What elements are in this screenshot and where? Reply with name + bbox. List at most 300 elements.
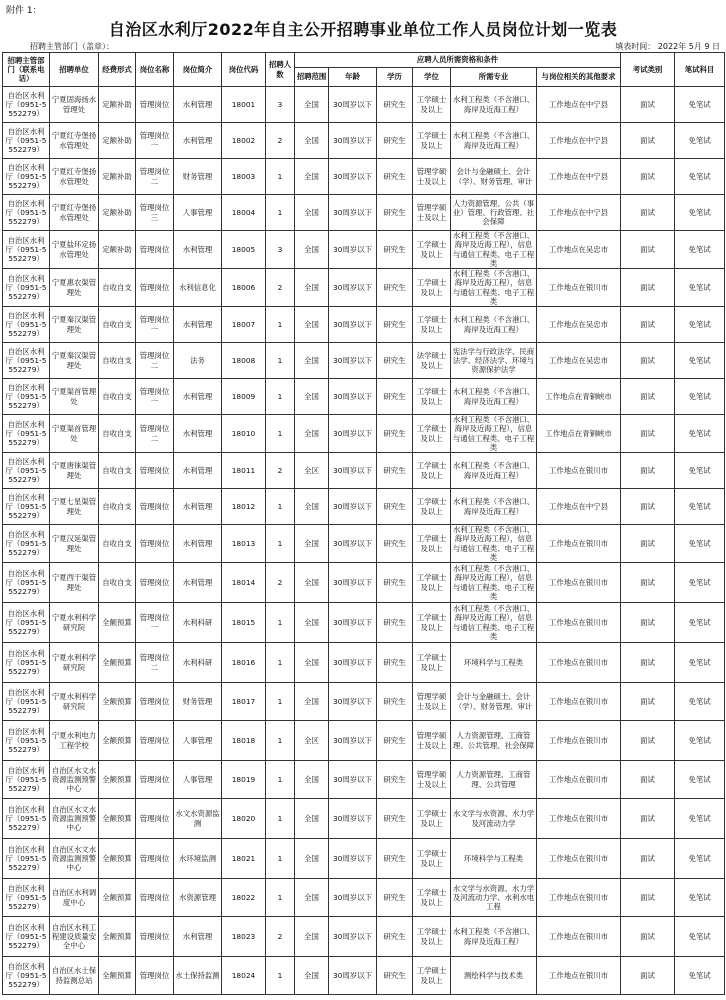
- major-cell: 水利工程类（不含港口、海岸及近海工程），信息与通信工程类、电子工程类: [451, 603, 537, 643]
- post-name-cell: 管理岗位二: [136, 643, 174, 683]
- major-cell: 宪法学与行政法学、民商法学、经济法学、环境与资源保护法学: [451, 343, 537, 379]
- dept-cell: 自治区水利厅（0951-5552279）: [3, 799, 50, 839]
- degree-cell: 工学硕士及以上: [413, 917, 451, 957]
- degree-cell: 工学硕士及以上: [413, 489, 451, 525]
- exam-type-cell: 面试: [621, 957, 675, 995]
- age-cell: 30周岁以下: [329, 917, 377, 957]
- other-req-cell: 工作地点在银川市: [537, 683, 621, 721]
- post-desc-cell: 法务: [174, 343, 222, 379]
- post-desc-cell: 水利管理: [174, 917, 222, 957]
- unit-cell: 自治区水文水资源监测预警中心: [50, 761, 99, 799]
- post-desc-cell: 水利管理: [174, 563, 222, 603]
- exam-type-cell: 面试: [621, 123, 675, 159]
- funding-cell: 自收自支: [99, 415, 136, 453]
- dept-cell: 自治区水利厅（0951-5552279）: [3, 269, 50, 307]
- written-subject-cell: 免笔试: [675, 415, 725, 453]
- age-cell: 30周岁以下: [329, 195, 377, 231]
- post-desc-cell: 人事管理: [174, 721, 222, 761]
- post-desc-cell: 水利科研: [174, 643, 222, 683]
- degree-cell: 工学硕士及以上: [413, 269, 451, 307]
- post-desc-cell: 水利科研: [174, 603, 222, 643]
- post-desc-cell: 水利管理: [174, 415, 222, 453]
- major-cell: 水利工程类（不含港口、海岸及近海工程）: [451, 489, 537, 525]
- other-req-cell: 工作地点在吴忠市: [537, 343, 621, 379]
- scope-cell: 全国: [295, 343, 329, 379]
- post-name-cell: 管理岗位: [136, 525, 174, 563]
- funding-cell: 全额预算: [99, 603, 136, 643]
- age-cell: 30周岁以下: [329, 269, 377, 307]
- post-code-cell: 18008: [222, 343, 266, 379]
- header-major: 所需专业: [451, 68, 537, 87]
- major-cell: 水利工程类（不含港口、海岸及近海工程），信息与通信工程类、电子工程类: [451, 415, 537, 453]
- education-cell: 研究生: [377, 415, 413, 453]
- funding-cell: 自收自支: [99, 489, 136, 525]
- post-desc-cell: 人事管理: [174, 761, 222, 799]
- written-subject-cell: 免笔试: [675, 195, 725, 231]
- scope-cell: 全国: [295, 957, 329, 995]
- age-cell: 30周岁以下: [329, 683, 377, 721]
- dept-cell: 自治区水利厅（0951-5552279）: [3, 917, 50, 957]
- unit-cell: 宁夏水利科学研究院: [50, 643, 99, 683]
- header-exam-type: 考试类别: [621, 53, 675, 87]
- count-cell: 2: [266, 563, 295, 603]
- funding-cell: 全额预算: [99, 839, 136, 879]
- table-row: [3, 879, 725, 917]
- dept-cell: 自治区水利厅（0951-5552279）: [3, 643, 50, 683]
- exam-type-cell: 面试: [621, 159, 675, 195]
- header-post-code: 岗位代码: [222, 53, 266, 87]
- major-cell: 水利工程类（不含港口、海岸及近海工程）: [451, 453, 537, 489]
- scope-cell: 全国: [295, 683, 329, 721]
- major-cell: 环境科学与工程类: [451, 839, 537, 879]
- exam-type-cell: 面试: [621, 879, 675, 917]
- education-cell: 研究生: [377, 269, 413, 307]
- major-cell: 水文学与水资源、水力学及河流动力学: [451, 799, 537, 839]
- unit-cell: 宁夏红寺堡扬水管理处: [50, 195, 99, 231]
- count-cell: 1: [266, 957, 295, 995]
- age-cell: 30周岁以下: [329, 761, 377, 799]
- post-name-cell: 管理岗位: [136, 453, 174, 489]
- post-code-cell: 18007: [222, 307, 266, 343]
- exam-type-cell: 面试: [621, 643, 675, 683]
- funding-cell: 自收自支: [99, 343, 136, 379]
- scope-cell: 全国: [295, 799, 329, 839]
- major-cell: 会计与金融硕士、会计（学）、财务管理、审计: [451, 159, 537, 195]
- other-req-cell: 工作地点在银川市: [537, 269, 621, 307]
- dept-cell: 自治区水利厅（0951-5552279）: [3, 839, 50, 879]
- post-desc-cell: 水利管理: [174, 379, 222, 415]
- header-post-name: 岗位名称: [136, 53, 174, 87]
- table-row: [3, 415, 725, 453]
- exam-type-cell: 面试: [621, 917, 675, 957]
- post-code-cell: 18022: [222, 879, 266, 917]
- degree-cell: 管理学硕士及以上: [413, 159, 451, 195]
- exam-type-cell: 面试: [621, 307, 675, 343]
- written-subject-cell: 免笔试: [675, 957, 725, 995]
- table-row: [3, 307, 725, 343]
- count-cell: 2: [266, 123, 295, 159]
- post-name-cell: 管理岗位一: [136, 379, 174, 415]
- funding-cell: 定额补助: [99, 231, 136, 269]
- written-subject-cell: 免笔试: [675, 879, 725, 917]
- table-row: [3, 721, 725, 761]
- degree-cell: 工学硕士及以上: [413, 799, 451, 839]
- table-body: [3, 87, 725, 995]
- age-cell: 30周岁以下: [329, 307, 377, 343]
- positions-table: [2, 52, 725, 995]
- age-cell: 30周岁以下: [329, 957, 377, 995]
- dept-cell: 自治区水利厅（0951-5552279）: [3, 761, 50, 799]
- unit-cell: 宁夏惠农渠管理处: [50, 269, 99, 307]
- major-cell: 水利工程类（不含港口、海岸及近海工程）: [451, 87, 537, 123]
- dept-cell: 自治区水利厅（0951-5552279）: [3, 683, 50, 721]
- table-row: [3, 957, 725, 995]
- header-degree: 学位: [413, 68, 451, 87]
- header-post-desc: 岗位简介: [174, 53, 222, 87]
- major-cell: 水利工程类（不含港口、海岸及近海工程）: [451, 917, 537, 957]
- post-name-cell: 管理岗位一: [136, 123, 174, 159]
- dept-cell: 自治区水利厅（0951-5552279）: [3, 87, 50, 123]
- table-row: [3, 87, 725, 123]
- table-row: [3, 603, 725, 643]
- dept-cell: 自治区水利厅（0951-5552279）: [3, 123, 50, 159]
- unit-cell: 宁夏红寺堡扬水管理处: [50, 123, 99, 159]
- degree-cell: 工学硕士及以上: [413, 87, 451, 123]
- post-name-cell: 管理岗位: [136, 721, 174, 761]
- age-cell: 30周岁以下: [329, 563, 377, 603]
- major-cell: 水利工程类（不含港口、海岸及近海工程），信息与通信工程类、电子工程类: [451, 525, 537, 563]
- age-cell: 30周岁以下: [329, 343, 377, 379]
- dept-cell: 自治区水利厅（0951-5552279）: [3, 453, 50, 489]
- unit-cell: 宁夏红寺堡扬水管理处: [50, 159, 99, 195]
- post-desc-cell: 财务管理: [174, 683, 222, 721]
- count-cell: 1: [266, 879, 295, 917]
- major-cell: 水利工程类（不含港口、海岸及近海工程）: [451, 307, 537, 343]
- post-name-cell: 管理岗位一: [136, 307, 174, 343]
- count-cell: 1: [266, 415, 295, 453]
- degree-cell: 工学硕士及以上: [413, 379, 451, 415]
- written-subject-cell: 免笔试: [675, 525, 725, 563]
- post-desc-cell: 水利管理: [174, 525, 222, 563]
- age-cell: 30周岁以下: [329, 525, 377, 563]
- funding-cell: 全额预算: [99, 643, 136, 683]
- degree-cell: 工学硕士及以上: [413, 603, 451, 643]
- other-req-cell: 工作地点在银川市: [537, 917, 621, 957]
- unit-cell: 宁夏秦汉渠管理处: [50, 307, 99, 343]
- written-subject-cell: 免笔试: [675, 563, 725, 603]
- count-cell: 1: [266, 343, 295, 379]
- age-cell: 30周岁以下: [329, 87, 377, 123]
- post-name-cell: 管理岗位: [136, 957, 174, 995]
- unit-cell: 宁夏渠首管理处: [50, 379, 99, 415]
- exam-type-cell: 面试: [621, 721, 675, 761]
- education-cell: 研究生: [377, 683, 413, 721]
- scope-cell: 全国: [295, 917, 329, 957]
- degree-cell: 管理学硕士及以上: [413, 721, 451, 761]
- post-code-cell: 18015: [222, 603, 266, 643]
- other-req-cell: 工作地点在银川市: [537, 525, 621, 563]
- other-req-cell: 工作地点在银川市: [537, 721, 621, 761]
- dept-cell: 自治区水利厅（0951-5552279）: [3, 231, 50, 269]
- funding-cell: 全额预算: [99, 957, 136, 995]
- table-row: [3, 343, 725, 379]
- header-scope: 招聘范围: [295, 68, 329, 87]
- table-row: [3, 489, 725, 525]
- degree-cell: 管理学硕士及以上: [413, 195, 451, 231]
- table-row: [3, 525, 725, 563]
- dept-cell: 自治区水利厅（0951-5552279）: [3, 525, 50, 563]
- dept-cell: 自治区水利厅（0951-5552279）: [3, 563, 50, 603]
- dept-cell: 自治区水利厅（0951-5552279）: [3, 957, 50, 995]
- unit-cell: 宁夏盐环定扬水管理处: [50, 231, 99, 269]
- scope-cell: 全国: [295, 307, 329, 343]
- degree-cell: 工学硕士及以上: [413, 123, 451, 159]
- header-count: 招聘人数: [266, 53, 295, 87]
- exam-type-cell: 面试: [621, 563, 675, 603]
- degree-cell: 工学硕士及以上: [413, 643, 451, 683]
- major-cell: 人力资源管理、工商管理、公共管理: [451, 761, 537, 799]
- degree-cell: 工学硕士及以上: [413, 231, 451, 269]
- post-desc-cell: 水利管理: [174, 87, 222, 123]
- scope-cell: 全国: [295, 525, 329, 563]
- scope-cell: 全国: [295, 123, 329, 159]
- post-name-cell: 管理岗位: [136, 269, 174, 307]
- other-req-cell: 工作地点在中宁县: [537, 195, 621, 231]
- written-subject-cell: 免笔试: [675, 343, 725, 379]
- post-code-cell: 18023: [222, 917, 266, 957]
- funding-cell: 定额补助: [99, 195, 136, 231]
- exam-type-cell: 面试: [621, 489, 675, 525]
- unit-cell: 宁夏渠首管理处: [50, 415, 99, 453]
- major-cell: 水利工程类（不含港口、海岸及近海工程），信息与通信工程类、电子工程类: [451, 563, 537, 603]
- post-desc-cell: 水环境监测: [174, 839, 222, 879]
- major-cell: 水利工程类（不含港口、海岸及近海工程），信息与通信工程类、电子工程类: [451, 269, 537, 307]
- unit-cell: 自治区水利调度中心: [50, 879, 99, 917]
- post-code-cell: 18021: [222, 839, 266, 879]
- count-cell: 1: [266, 683, 295, 721]
- post-desc-cell: 财务管理: [174, 159, 222, 195]
- exam-type-cell: 面试: [621, 453, 675, 489]
- post-desc-cell: 水利信息化: [174, 269, 222, 307]
- unit-cell: 宁夏水利科学研究院: [50, 603, 99, 643]
- dept-cell: 自治区水利厅（0951-5552279）: [3, 195, 50, 231]
- scope-cell: 全国: [295, 379, 329, 415]
- age-cell: 30周岁以下: [329, 879, 377, 917]
- funding-cell: 自收自支: [99, 269, 136, 307]
- post-desc-cell: 水利管理: [174, 123, 222, 159]
- post-name-cell: 管理岗位: [136, 489, 174, 525]
- count-cell: 1: [266, 799, 295, 839]
- unit-cell: 宁夏水利科学研究院: [50, 683, 99, 721]
- post-code-cell: 18009: [222, 379, 266, 415]
- dept-cell: 自治区水利厅（0951-5552279）: [3, 489, 50, 525]
- degree-cell: 工学硕士及以上: [413, 525, 451, 563]
- post-desc-cell: 水利管理: [174, 231, 222, 269]
- dept-cell: 自治区水利厅（0951-5552279）: [3, 603, 50, 643]
- post-code-cell: 18020: [222, 799, 266, 839]
- post-code-cell: 18003: [222, 159, 266, 195]
- funding-cell: 全额预算: [99, 683, 136, 721]
- table-row: [3, 799, 725, 839]
- table-row: [3, 643, 725, 683]
- post-name-cell: 管理岗位: [136, 231, 174, 269]
- post-desc-cell: 水利管理: [174, 453, 222, 489]
- education-cell: 研究生: [377, 761, 413, 799]
- count-cell: 2: [266, 453, 295, 489]
- other-req-cell: 工作地点在青铜峡市: [537, 415, 621, 453]
- post-name-cell: 管理岗位二: [136, 415, 174, 453]
- education-cell: 研究生: [377, 87, 413, 123]
- education-cell: 研究生: [377, 379, 413, 415]
- count-cell: 3: [266, 231, 295, 269]
- education-cell: 研究生: [377, 231, 413, 269]
- post-name-cell: 管理岗位二: [136, 159, 174, 195]
- scope-cell: 全国: [295, 87, 329, 123]
- post-desc-cell: 水土保持监测: [174, 957, 222, 995]
- unit-cell: 自治区水土保持监测总站: [50, 957, 99, 995]
- unit-cell: 自治区水利工程建设质量安全中心: [50, 917, 99, 957]
- post-code-cell: 18005: [222, 231, 266, 269]
- post-code-cell: 18017: [222, 683, 266, 721]
- post-desc-cell: 水文水资源监测: [174, 799, 222, 839]
- exam-type-cell: 面试: [621, 87, 675, 123]
- unit-cell: 宁夏唐徕渠管理处: [50, 453, 99, 489]
- education-cell: 研究生: [377, 643, 413, 683]
- dept-cell: 自治区水利厅（0951-5552279）: [3, 159, 50, 195]
- dept-seal-label: 招聘主管部门（盖章）：: [30, 42, 114, 51]
- other-req-cell: 工作地点在中宁县: [537, 159, 621, 195]
- table-row: [3, 683, 725, 721]
- scope-cell: 全区: [295, 721, 329, 761]
- post-name-cell: 管理岗位: [136, 917, 174, 957]
- post-name-cell: 管理岗位: [136, 87, 174, 123]
- post-desc-cell: 水利管理: [174, 307, 222, 343]
- header-unit: 招聘单位: [50, 53, 99, 87]
- other-req-cell: 工作地点在青铜峡市: [537, 379, 621, 415]
- exam-type-cell: 面试: [621, 839, 675, 879]
- age-cell: 30周岁以下: [329, 839, 377, 879]
- count-cell: 3: [266, 87, 295, 123]
- post-name-cell: 管理岗位: [136, 839, 174, 879]
- post-name-cell: 管理岗位三: [136, 195, 174, 231]
- scope-cell: 全国: [295, 415, 329, 453]
- header-written-subject: 笔试科目: [675, 53, 725, 87]
- written-subject-cell: 免笔试: [675, 761, 725, 799]
- education-cell: 研究生: [377, 879, 413, 917]
- exam-type-cell: 面试: [621, 343, 675, 379]
- post-code-cell: 18010: [222, 415, 266, 453]
- table-row: [3, 269, 725, 307]
- scope-cell: 全国: [295, 269, 329, 307]
- major-cell: 会计与金融硕士、会计（学）、财务管理、审计: [451, 683, 537, 721]
- header-requirements: 应聘人员所需资格和条件: [295, 53, 621, 68]
- funding-cell: 自收自支: [99, 307, 136, 343]
- other-req-cell: 工作地点在银川市: [537, 761, 621, 799]
- count-cell: 2: [266, 269, 295, 307]
- post-desc-cell: 人事管理: [174, 195, 222, 231]
- education-cell: 研究生: [377, 839, 413, 879]
- post-code-cell: 18011: [222, 453, 266, 489]
- scope-cell: 全国: [295, 489, 329, 525]
- post-name-cell: 管理岗位: [136, 683, 174, 721]
- other-req-cell: 工作地点在银川市: [537, 839, 621, 879]
- written-subject-cell: 免笔试: [675, 917, 725, 957]
- post-code-cell: 18013: [222, 525, 266, 563]
- education-cell: 研究生: [377, 343, 413, 379]
- funding-cell: 全额预算: [99, 917, 136, 957]
- dept-cell: 自治区水利厅（0951-5552279）: [3, 379, 50, 415]
- count-cell: 1: [266, 307, 295, 343]
- table-row: [3, 231, 725, 269]
- count-cell: 1: [266, 761, 295, 799]
- other-req-cell: 工作地点在银川市: [537, 957, 621, 995]
- unit-cell: 宁夏西干渠管理处: [50, 563, 99, 603]
- dept-cell: 自治区水利厅（0951-5552279）: [3, 343, 50, 379]
- age-cell: 30周岁以下: [329, 415, 377, 453]
- age-cell: 30周岁以下: [329, 721, 377, 761]
- written-subject-cell: 免笔试: [675, 123, 725, 159]
- funding-cell: 自收自支: [99, 525, 136, 563]
- post-name-cell: 管理岗位: [136, 799, 174, 839]
- table-row: [3, 761, 725, 799]
- dept-cell: 自治区水利厅（0951-5552279）: [3, 307, 50, 343]
- written-subject-cell: 免笔试: [675, 839, 725, 879]
- post-code-cell: 18006: [222, 269, 266, 307]
- unit-cell: 宁夏水利电力工程学校: [50, 721, 99, 761]
- degree-cell: 管理学硕士及以上: [413, 761, 451, 799]
- post-name-cell: 管理岗位: [136, 761, 174, 799]
- education-cell: 研究生: [377, 721, 413, 761]
- post-code-cell: 18014: [222, 563, 266, 603]
- unit-cell: 宁夏汉延渠管理处: [50, 525, 99, 563]
- unit-cell: 自治区水文水资源监测预警中心: [50, 799, 99, 839]
- fill-date: 填表时间： 2022年 5月 9 日: [615, 42, 720, 51]
- written-subject-cell: 免笔试: [675, 489, 725, 525]
- degree-cell: 法学硕士及以上: [413, 343, 451, 379]
- written-subject-cell: 免笔试: [675, 159, 725, 195]
- major-cell: 水利工程类（不含港口、海岸及近海工程），信息与通信工程类、电子工程类: [451, 231, 537, 269]
- degree-cell: 工学硕士及以上: [413, 957, 451, 995]
- exam-type-cell: 面试: [621, 415, 675, 453]
- age-cell: 30周岁以下: [329, 799, 377, 839]
- funding-cell: 定额补助: [99, 87, 136, 123]
- header-age: 年龄: [329, 68, 377, 87]
- degree-cell: 管理学硕士及以上: [413, 683, 451, 721]
- exam-type-cell: 面试: [621, 231, 675, 269]
- written-subject-cell: 免笔试: [675, 379, 725, 415]
- funding-cell: 定额补助: [99, 159, 136, 195]
- other-req-cell: 工作地点在银川市: [537, 879, 621, 917]
- post-desc-cell: 水利管理: [174, 489, 222, 525]
- written-subject-cell: 免笔试: [675, 269, 725, 307]
- funding-cell: 自收自支: [99, 563, 136, 603]
- funding-cell: 全额预算: [99, 761, 136, 799]
- count-cell: 1: [266, 721, 295, 761]
- degree-cell: 工学硕士及以上: [413, 879, 451, 917]
- table-row: [3, 839, 725, 879]
- exam-type-cell: 面试: [621, 603, 675, 643]
- degree-cell: 工学硕士及以上: [413, 563, 451, 603]
- header-funding: 经费形式: [99, 53, 136, 87]
- age-cell: 30周岁以下: [329, 231, 377, 269]
- major-cell: 人力资源管理、工商管理、公共管理、社会保障: [451, 721, 537, 761]
- written-subject-cell: 免笔试: [675, 307, 725, 343]
- age-cell: 30周岁以下: [329, 489, 377, 525]
- funding-cell: 定额补助: [99, 123, 136, 159]
- scope-cell: 全国: [295, 879, 329, 917]
- post-name-cell: 管理岗位一: [136, 603, 174, 643]
- table-row: [3, 453, 725, 489]
